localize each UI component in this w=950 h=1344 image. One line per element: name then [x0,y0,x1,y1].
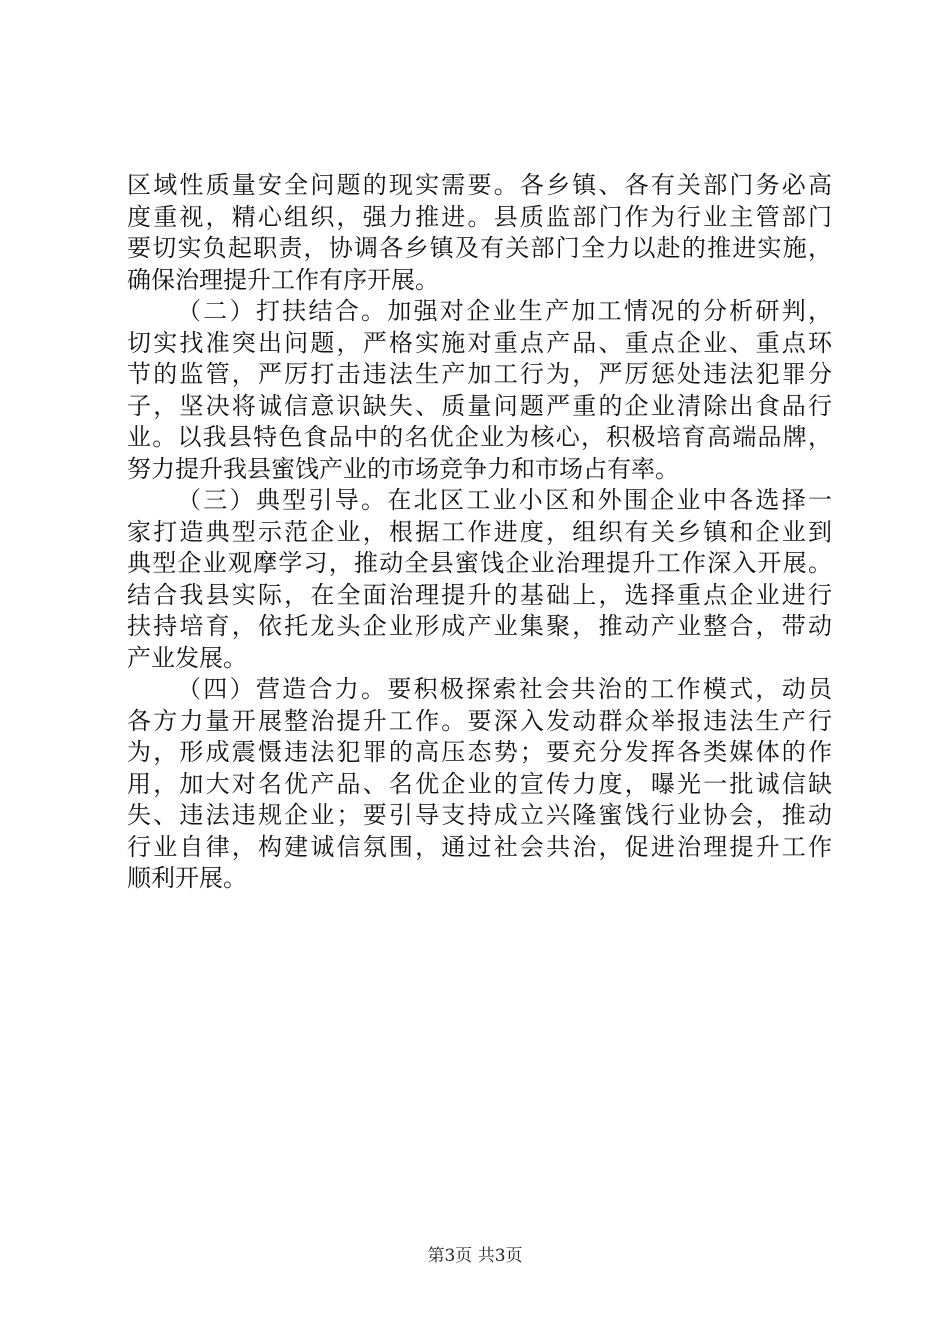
paragraph-line: 扶持培育，依托龙头企业形成产业集聚，推动产业整合，带动 [127,612,832,640]
paragraph-line: 子，坚决将诚信意识缺失、质量问题严重的企业清除出食品行 [127,391,832,420]
paragraph-line: 结合我县实际，在全面治理提升的基础上，选择重点企业进行 [127,580,832,609]
paragraph-line: 典型企业观摩学习，推动全县蜜饯企业治理提升工作深入开展。 [127,549,832,577]
paragraph-line: 产业发展。 [127,643,247,672]
paragraph [127,485,832,674]
page-footer: 第3页 共3页 [427,1246,523,1266]
paragraph-line: （二）打扶结合。加强对企业生产加工情况的分析研判， [177,297,832,325]
paragraph-line: 失、违法违规企业；要引导支持成立兴隆蜜饯行业协会，推动 [127,801,832,829]
paragraph-line: 度重视，精心组织，强力推进。县质监部门作为行业主管部门 [127,202,832,231]
paragraph-line: 家打造典型示范企业，根据工作进度，组织有关乡镇和企业到 [127,517,832,546]
paragraph [127,170,832,296]
paragraph [127,674,832,895]
paragraph-line: 区域性质量安全问题的现实需要。各乡镇、各有关部门务必高 [127,171,832,199]
paragraph-line: （四）营造合力。要积极探索社会共治的工作模式，动员 [177,675,832,703]
paragraph-line: 切实找准突出问题，严格实施对重点产品、重点企业、重点环 [127,328,832,357]
paragraph-line: 节的监管，严厉打击违法生产加工行为，严厉惩处违法犯罪分 [127,360,832,388]
paragraph-line: 各方力量开展整治提升工作。要深入发动群众举报违法生产行 [127,706,832,735]
paragraph-line: 为，形成震慑违法犯罪的高压态势；要充分发挥各类媒体的作 [127,738,832,766]
paragraph-line: 要切实负起职责，协调各乡镇及有关部门全力以赴的推进实施， [127,234,832,262]
paragraph-line: （三）典型引导。在北区工业小区和外围企业中各选择一 [177,486,832,514]
paragraph [127,296,832,485]
paragraph-line: 用，加大对名优产品、名优企业的宣传力度，曝光一批诚信缺 [127,769,832,798]
paragraph-line: 行业自律，构建诚信氛围，通过社会共治，促进治理提升工作 [127,832,832,861]
paragraph-line: 业。以我县特色食品中的名优企业为核心，积极培育高端品牌， [127,423,832,451]
document-body [127,170,832,895]
paragraph-line: 顺利开展。 [127,864,247,892]
paragraph-line: 确保治理提升工作有序开展。 [127,265,439,294]
paragraph-line: 努力提升我县蜜饯产业的市场竞争力和市场占有率。 [127,454,679,483]
